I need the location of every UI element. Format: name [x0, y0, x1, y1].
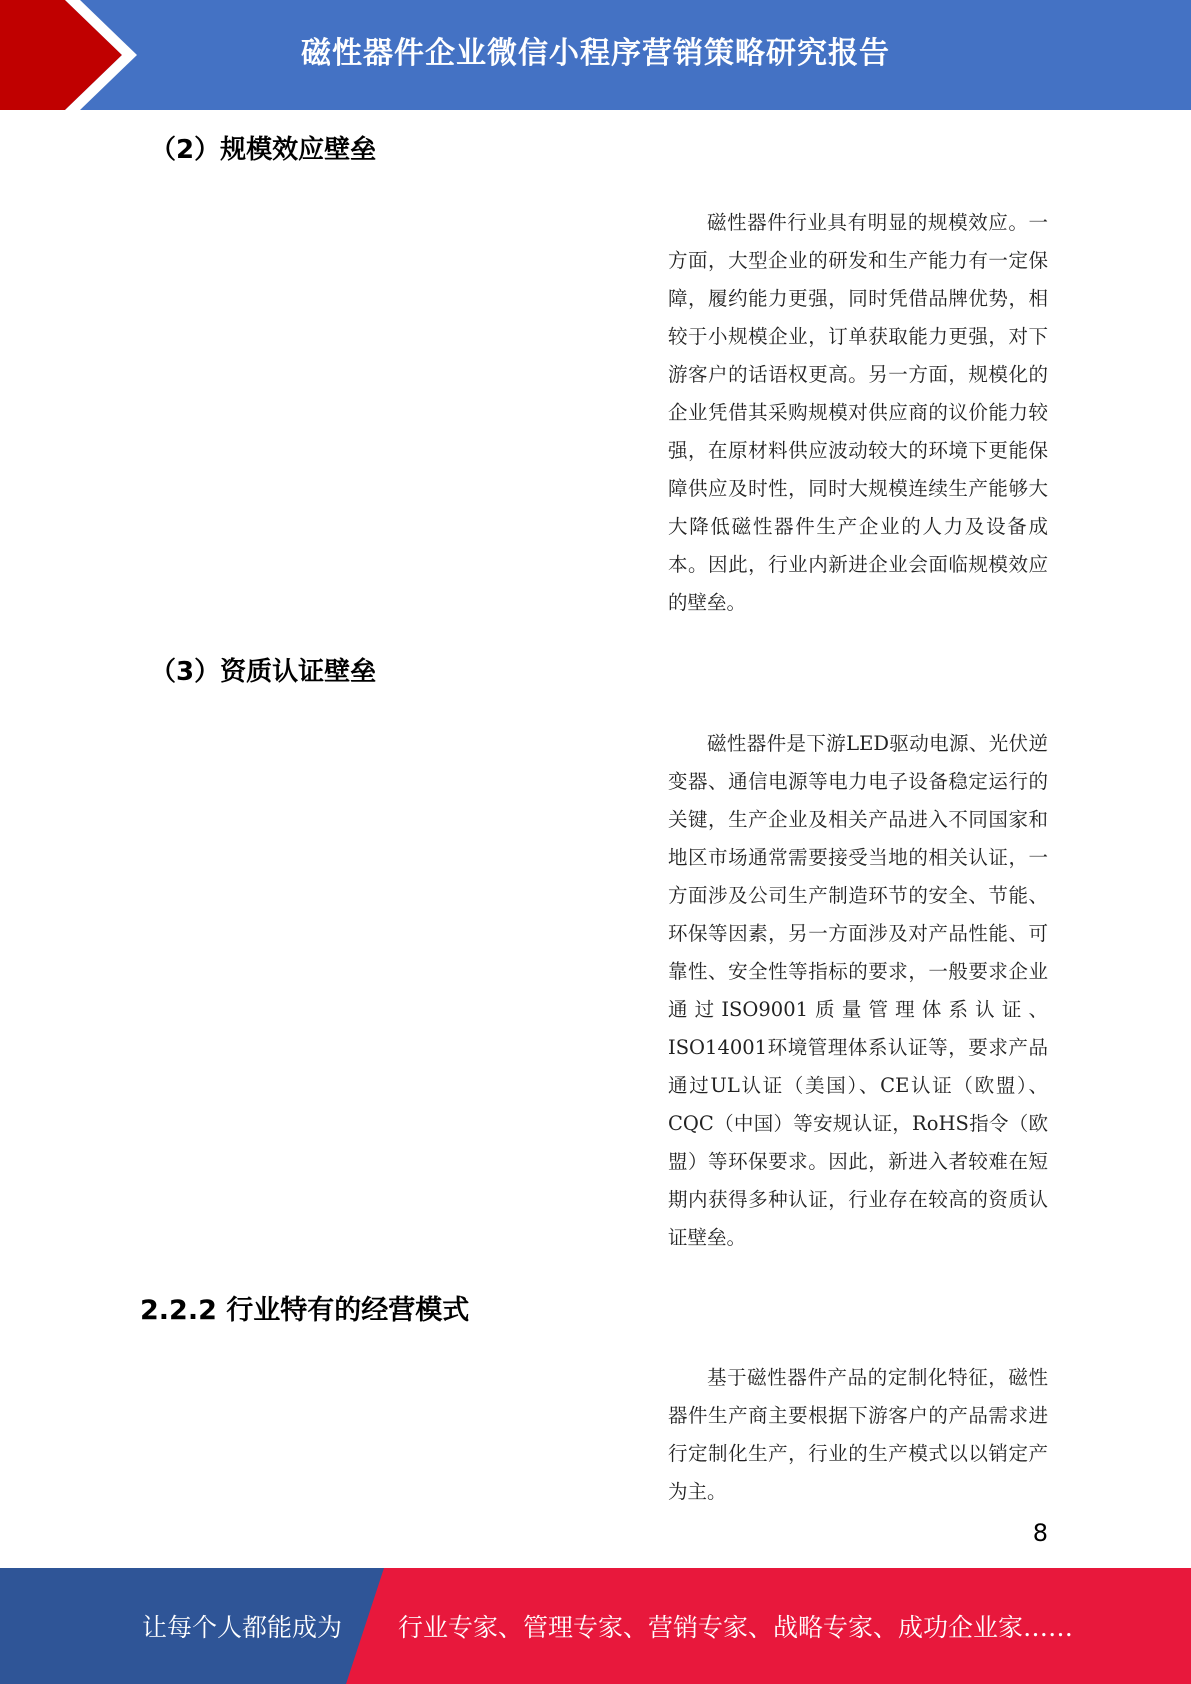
report-title: 磁性器件企业微信小程序营销策略研究报告 — [301, 36, 890, 71]
footer-slogan-right: 行业专家、管理专家、营销专家、战略专家、成功企业家…… — [398, 1613, 1074, 1642]
paragraph-certification-barrier: 磁性器件是下游LED驱动电源、光伏逆变器、通信电源等电力电子设备稳定运行的关键，生产企业及相关产品进入不同国家和地区市场通常需要接受当地的相关认证，一方面涉及公司生产制造环节的安全、节能、环保等因素，另一方面涉及对产品性能、可靠性、安全性等指标的要求，一般要求企业通过ISO9001质量管理体系认证、ISO14001环境管理体系认证等，要求产品通过UL认证（美国）、CE认证（欧盟）、CQC（中国）等安规认证，RoHS指令（欧盟）等环保要求。因此，新进入者较难在短期内获得多种认证，行业存在较高的资质认证壁垒。 — [668, 732, 1048, 1249]
paragraph-business-model: 基于磁性器件产品的定制化特征，磁性器件生产商主要根据下游客户的产品需求进行定制化生产，行业的生产模式以以销定产为主。 — [668, 1366, 1048, 1503]
header-banner — [0, 0, 1191, 110]
section-heading-certification-barrier: （3）资质认证壁垒 — [150, 657, 377, 687]
footer-banner — [0, 1568, 1191, 1684]
header-arrow-decoration — [0, 0, 160, 110]
paragraph-scale-barrier: 磁性器件行业具有明显的规模效应。一方面，大型企业的研发和生产能力有一定保障，履约能力更强，同时凭借品牌优势，相较于小规模企业，订单获取能力更强，对下游客户的话语权更高。另一方面，规模化的企业凭借其采购规模对供应商的议价能力较强，在原材料供应波动较大的环境下更能保障供应及时性，同时大规模连续生产能够大大降低磁性器件生产企业的人力及设备成本。因此，行业内新进企业会面临规模效应的壁垒。 — [668, 211, 1048, 614]
section-heading-scale-barrier: （2）规模效应壁垒 — [150, 135, 377, 165]
page-number: 8 — [1032, 1519, 1048, 1547]
footer-slogan-left: 让每个人都能成为 — [142, 1613, 343, 1642]
section-heading-business-model: 2.2.2 行业特有的经营模式 — [140, 1295, 470, 1326]
